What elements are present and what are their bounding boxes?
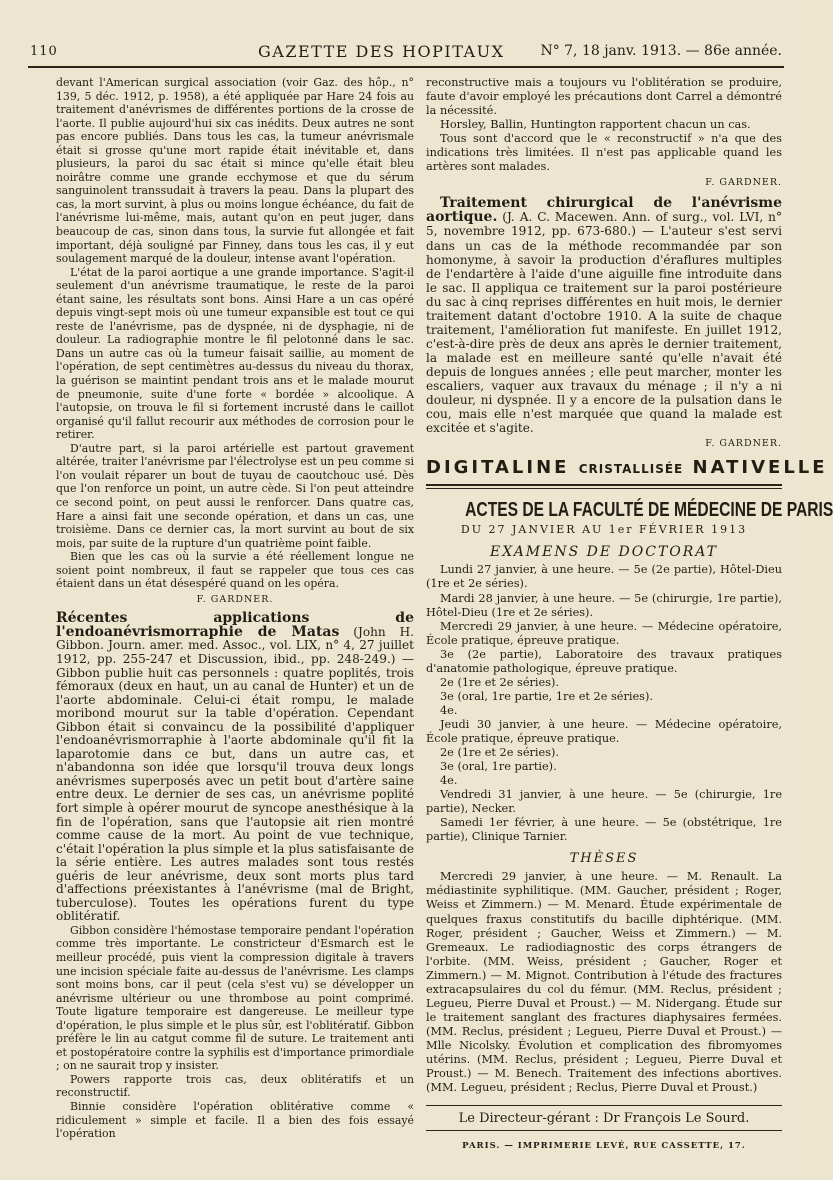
theses-list: Mercredi 29 janvier, à une heure. — M. Renault. La médiastinite syphilitique. (MM. Gaucher, président ; Roger, Weiss et Zimmern.) — M. Menard. Étude expérimentale de quelques fraxus constitutifs du bacille diphtérique. (MM. Roger, président ; Gaucher, Weiss et Zimmern.) — M. Gremeaux. Le radiodiagnostic des corps étrangers de l'orbite. (MM. Weiss, président ; Gaucher, Roger et Zimmern.) — M. Mignot. Contribution à l'étude des fractures extracapsulaires du col du fémur. (MM. Reclus, président ; Legueu, Pierre Duval et Proust.) — M. Nidergang. Étude sur le traitement sanglant des fractures diaphysaires fermées. (MM. Reclus, président ; Legueu, Pierre Duval et Proust.) — Mlle Nicolsky. Évolution et complication des fibromyomes utérins. (MM. Reclus, président ; Legueu, Pierre Duval et Proust.) — M. Benech. Traitement des infections abortives. (MM. Legueu, président ; Reclus, Pierre Duval et Proust.) [426,870,782,1095]
actes-title: ACTES DE LA FACULTÉ DE MÉDECINE DE PARIS [465,499,833,522]
article-body: (John H. Gibbon. Journ. amer. med. Assoc., vol. LIX, n° 4, 27 juillet 1912, pp. 255-247 et Discussion, ibid., pp. 248-249.) — Gibbon publie huit cas personnels : quatre poplités, trois fémoraux (deux en haut, un au canal de Hunter) et un de l'aorte abdominale. Celui-ci était rompu, le malade moribond mourut sur la table d'opération. Cependant Gibbon était si convaincu de la possibilité d'appliquer l'endoanévrismorraphie à l'aorte abdominale qu'il fit la laparotomie dans ce but, dans un autre cas, et n'abandonna son idée que lorsqu'il trouva deux longs anévrismes superposés avec un petit bout d'artère saine entre deux. Le dernier de ses cas, un anévrisme poplité fort simple à opérer mourut de syncope anesthésique à la fin de l'opération, sans que l'autopsie ait rien montré comme cause de la mort. Au point de vue technique, c'était l'opération la plus simple et la plus satisfaisante de la série entière. Les autres malades sont tous restés guéris de leur anévrisme, deux sont morts plus tard d'affections préexistantes à l'anévrisme (mal de Bright, tuberculose). Toutes les opérations furent du type oblitératif. [56,624,414,924]
list-item: Vendredi 31 janvier, à une heure. — 5e (chirurgie, 1re partie), Necker. [426,788,782,816]
divider [426,488,782,489]
paragraph: Horsley, Ballin, Huntington rapportent chacun un cas. [440,118,751,132]
issue-info: N° 7, 18 janv. 1913. — 86e année. [540,43,782,59]
list-item: 4e. [440,703,458,717]
article-aortique [426,196,782,435]
examens-list [426,563,782,844]
list-item: 4e. [440,774,458,788]
article-title: Traitement chirurgical de l'anévrisme aortique. [426,195,782,226]
list-item: 3e (2e partie), Laboratoire des travaux pratiques d'anatomie pathologique, épreuve pratique. [426,647,782,675]
list-item: 2e (1re et 2e séries). [440,675,559,689]
list-item: Mercredi 29 janvier, à une heure. — Médecine opératoire, École pratique, épreuve pratique. [426,619,782,647]
signature: F. GARDNER. [705,438,782,450]
article-matas [56,612,414,924]
examens-title: EXAMENS DE DOCTORAT [490,544,718,561]
list-item: Jeudi 30 janvier, à une heure. — Médecine opératoire, École pratique, épreuve pratique. [426,717,782,745]
digitaline-advert [426,457,828,479]
list-item: 3e (oral, 1re partie, 1re et 2e séries). [440,689,653,703]
paragraph: L'état de la paroi aortique a une grande importance. S'agit-il seulement d'un anévrisme traumatique, le reste de la paroi étant saine, les résultats sont bons. Ainsi Hare a un cas opéré depuis vingt-sept mois où une tumeur expansible est tout ce qui reste de l'anévrisme, pas de dyspnée, ni de dysphagie, ni de douleur. La radiographie montre le fil pelotonné dans le sac. Dans un autre cas où la tumeur faisait saillie, au moment de l'opération, de sept centimètres au-dessus du niveau du thorax, la guérison se maintint pendant trois ans et le malade mourut de pneumonie, suite d'une forte « bordée » alcoolique. A l'autopsie, on trouva le fil si fortement incrusté dans le caillot organisé qu'il fallut recourir aux méthodes de corrosion pour le retirer. [56,265,414,442]
paragraph: Tous sont d'accord que le « reconstructif » n'a que des indications très limitées. Il n'est pas applicable quand les artères sont malades. [426,132,782,174]
list-item: Lundi 27 janvier, à une heure. — 5e (2e partie), Hôtel-Dieu (1re et 2e séries). [426,563,782,591]
right-column [426,76,833,1153]
theses-title: THÈSES [569,851,639,867]
signature: F. GARDNER. [705,177,782,189]
journal-title: GAZETTE DES HOPITAUX [258,42,505,61]
paragraph: D'autre part, si la paroi artérielle est partout gravement altérée, traiter l'anévrisme par l'électrolyse est un peu comme si l'on voulait réparer un bout de tuyau de caoutchouc usé. Dès que l'on renforce un point, un autre cède. Si l'on peut atteindre ce second point, on peut aussi le renforcer. Dans quatre cas, Hare a ainsi fait une seconde opération, et dans un cas, une troisième. Dans ce dernier cas, la mort survint au bout de six mois, par suite de la rupture d'un quatrième point faible. [56,441,414,550]
paragraph: Binnie considère l'opération oblitérative comme « ridiculement » simple et facile. Il a bien des fois essayé l'opération [56,1100,414,1141]
paragraph: reconstructive mais a toujours vu l'oblitération se produire, faute d'avoir employé les précautions dont Carrel a démontré la nécessité. [426,76,782,118]
actes-dates: DU 27 JANVIER AU 1er FÉVRIER 1913 [460,523,748,537]
advert-word: NATIVELLE [692,457,828,479]
paragraph: Powers rapporte trois cas, deux oblitératifs et un reconstructif. [56,1072,414,1100]
article-title: Récentes applications de l'endoanévrismorraphie de Matas [56,610,414,640]
advert-word: DIGITALINE [426,457,570,479]
page-number: 110 [30,44,58,59]
page-header [28,40,784,68]
list-item: 3e (oral, 1re partie). [440,760,557,774]
left-column [56,76,414,1141]
paragraph: devant l'American surgical association (voir Gaz. des hôp., n° 139, 5 déc. 1912, p. 1958), a été appliquée par Hare 24 fois au traitement d'anévrismes de différentes portions de la crosse de l'aorte. Il publie aujourd'hui six cas inédits. Deux autres ne sont pas encore publiés. Dans tous les cas, la tumeur anévrismale était si grosse qu'une mort rapide était inévitable et, dans plusieurs, la paroi du sac était si mince qu'elle était bleu noirâtre comme une grande ecchymose et que du sérum sanguinolent transsudait à travers la peau. Dans la plupart des cas, la mort survint, à plus ou moins longue échéance, du fait de l'anévrisme lui-même, mais, autant qu'on en peut juger, dans beaucoup de cas, sinon dans tous, la survie fut allongée et fait important, déjà souligné par Finney, dans tous les cas, il y eut soulagement marqué de la douleur, intense avant l'opération. [56,76,414,266]
advert-word: CRISTALLISÉE [578,462,684,477]
list-item: Mardi 28 janvier, à une heure. — 5e (chirurgie, 1re partie), Hôtel-Dieu (1re et 2e séries). [426,591,782,619]
divider [426,484,782,486]
list-item: 2e (1re et 2e séries). [440,746,559,760]
imprimerie-line: PARIS. — IMPRIMERIE LEVÉ, RUE CASSETTE, 17. [462,1141,746,1152]
article-body: (J. A. C. Macewen. Ann. of surg., vol. LVI, n° 5, novembre 1912, pp. 673-680.) — L'auteur s'est servi dans un cas de la méthode recommandée par son homonyme, à savoir la production d'éraflures multiples de l'endartère à l'aide d'une aiguille fine introduite dans le sac. Il appliqua ce traitement sur la paroi postérieure du sac à cinq reprises différentes en huit mois, le dernier traitement datant d'octobre 1910. A la suite de chaque traitement, l'amélioration fut manifeste. En juillet 1912, c'est-à-dire près de deux ans après le dernier traitement, la malade est en meilleure santé qu'elle n'avait été depuis de longues années ; elle peut marcher, monter les escaliers, vaquer aux travaux du ménage ; il n'y a ni douleur, ni dyspnée. Il y a encore de la pulsation dans le cou, mais elle n'est marquée que quand la malade est excitée et s'agite. [426,210,782,436]
paragraph: Bien que les cas où la survie a été réellement longue ne soient point nombreux, il faut se rappeler que tous ces cas étaient dans un état désespéré quand on les opéra. [56,550,414,591]
signature: F. GARDNER. [196,593,274,605]
gerant-line: Le Directeur-gérant : Dr François Le Sourd. [426,1105,782,1131]
paragraph: Gibbon considère l'hémostase temporaire pendant l'opération comme très importante. Le constricteur d'Esmarch est le meilleur procédé, puis vient la compression digitale à travers une incision spéciale faite au-dessus de l'anévrisme. Les clamps sont moins bons, car il peut (cela s'est vu) se développer un anévrisme ultérieur ou une thrombose au point comprimé. Toute ligature temporaire est dangereuse. Le meilleur type d'opération, le plus simple et le plus sûr, est l'oblitératif. Gibbon préfère le lin au catgut comme fil de suture. Le traitement anti et postopératoire contre la syphilis est d'importance primordiale ; on ne saurait trop y insister. [56,923,414,1073]
list-item: Samedi 1er février, à une heure. — 5e (obstétrique, 1re partie), Clinique Tarnier. [426,816,782,844]
